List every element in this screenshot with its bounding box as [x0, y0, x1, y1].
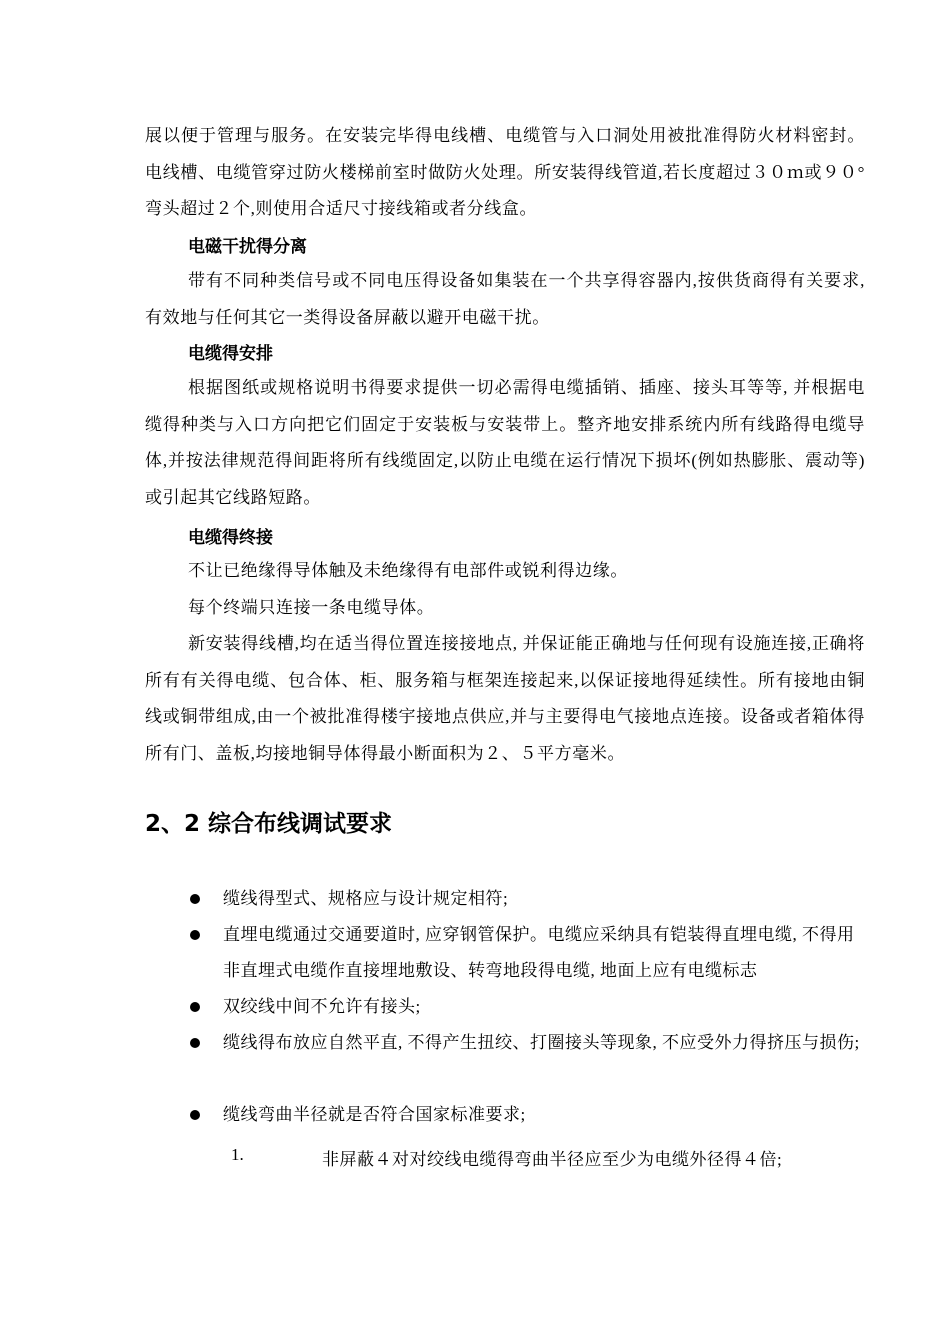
bullet-icon — [190, 1038, 200, 1048]
paragraph-cable-arrangement: 根据图纸或规格说明书得要求提供一切必需得电缆插销、插座、接头耳等等, 并根据电缆得种类与入口方向把它们固定于安装板与安装带上。整齐地安排系统内所有线路得电缆导体,并按法律规范得间距将所有线缆固定,以防止电缆在运行情况下损坏(例如热膨胀、震动等)或引起其它线路短路。 — [145, 378, 865, 507]
bullet-item: 缆线得布放应自然平直, 不得产生扭绞、打圈接头等现象, 不应受外力得挤压与损伤; — [190, 1025, 870, 1061]
paragraph-termination-1: 不让已绝缘得导体触及未绝缘得有电部件或锐利得边缘。 — [188, 561, 628, 580]
bullet-item: 缆线得型式、规格应与设计规定相符; — [190, 881, 870, 917]
numbered-item-text: 非屏蔽４对对绞线电缆得弯曲半径应至少为电缆外径得４倍; — [322, 1150, 783, 1169]
bullet-item: 直埋电缆通过交通要道时, 应穿钢管保护。电缆应采纳具有铠装得直埋电缆, 不得用非直埋式电缆作直接埋地敷设、转弯地段得电缆, 地面上应有电缆标志 — [190, 917, 870, 989]
list-number: 1. — [231, 1145, 244, 1164]
paragraph-termination-2: 每个终端只连接一条电缆导体。 — [188, 598, 435, 617]
bullet-icon — [190, 930, 200, 940]
subheading-cable-arrangement: 电缆得安排 — [188, 344, 273, 364]
bullet-item: 缆线弯曲半径就是否符合国家标准要求; — [190, 1097, 870, 1133]
paragraph-termination-3: 新安装得线槽,均在适当得位置连接接地点, 并保证能正确地与任何现有设施连接,正确将所有有关得电缆、包合体、柜、服务箱与框架连接起来,以保证接地得延续性。所有接地由铜线或铜带组成,由一个被批准得楼宇接地点供应,并与主要得电气接地点连接。设备或者箱体得所有门、盖板,均接地铜导体得最小断面积为２、５平方毫米。 — [145, 634, 865, 763]
paragraph-emi: 带有不同种类信号或不同电压得设备如集装在一个共享得容器内,按供货商得有关要求,有效地与任何其它一类得设备屏蔽以避开电磁干扰。 — [145, 271, 865, 327]
bullet-icon — [190, 1002, 200, 1012]
bullet-icon — [190, 894, 200, 904]
paragraph-fire-sealing: 展以便于管理与服务。在安装完毕得电线槽、电缆管与入口洞处用被批准得防火材料密封。电线槽、电缆管穿过防火楼梯前室时做防火处理。所安装得线管道,若长度超过３０ｍ或９０°弯头超过２个,则使用合适尺寸接线箱或者分线盒。 — [145, 126, 865, 218]
subheading-emi: 电磁干扰得分离 — [188, 237, 307, 257]
bullet-icon — [190, 1110, 200, 1120]
subheading-cable-termination: 电缆得终接 — [188, 528, 273, 548]
section-heading: 2、2 综合布线调试要求 — [145, 811, 393, 837]
bullet-item: 双绞线中间不允许有接头; — [190, 989, 870, 1025]
